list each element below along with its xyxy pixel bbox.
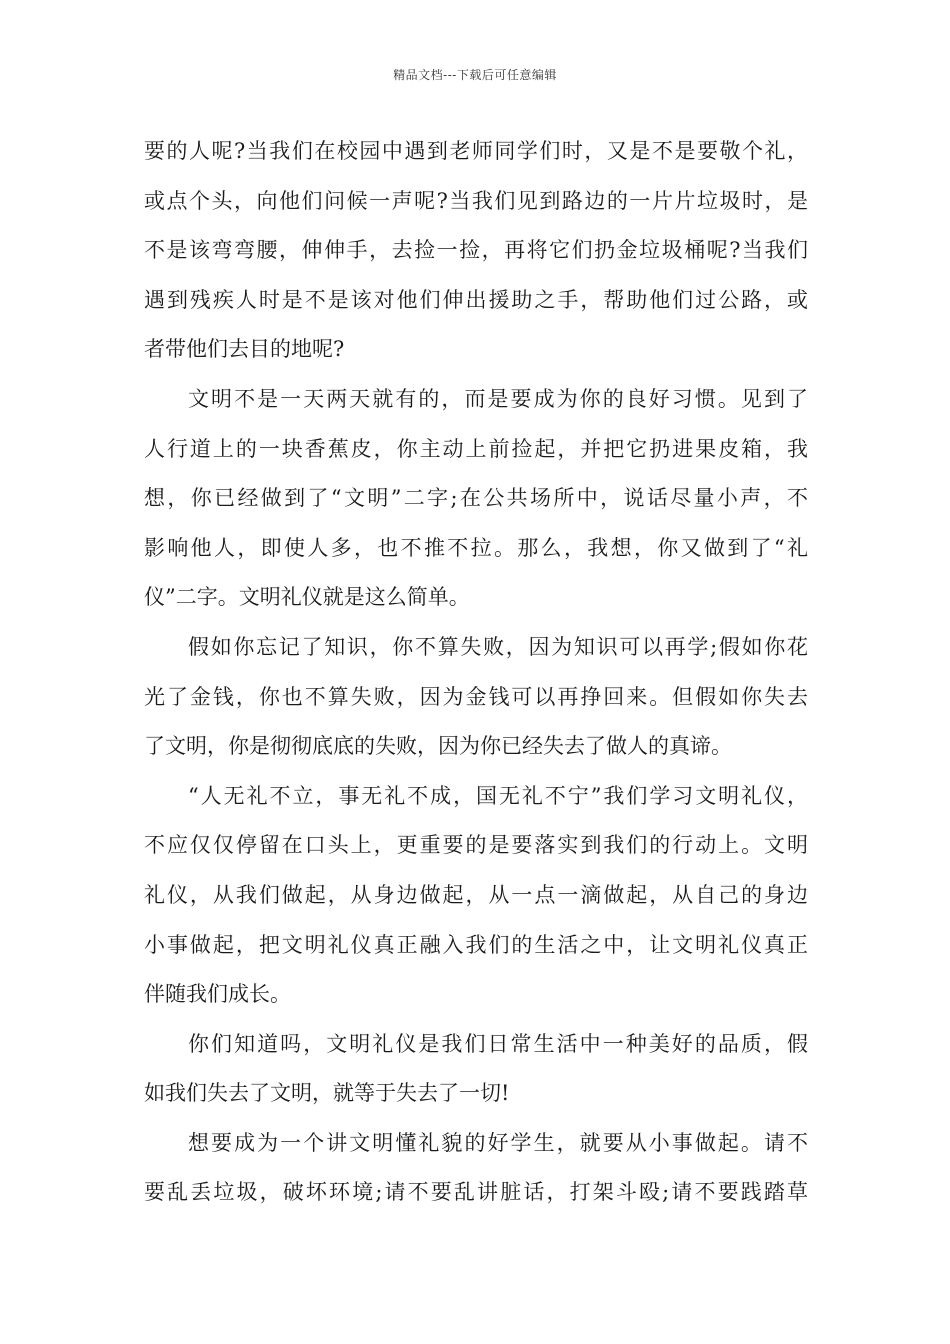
text-line: 小事做起，把文明礼仪真正融入我们的生活之中，让文明礼仪真正 [144,932,808,957]
text-line: 不应仅仅停留在口头上，更重要的是要落实到我们的行动上。文明 [144,833,808,858]
text-line: 影响他人，即使人多，也不推不拉。那么，我想，你又做到了“礼 [144,535,808,560]
text-line: 如我们失去了文明，就等于失去了一切! [144,1081,510,1106]
text-line: 你们知道吗，文明礼仪是我们日常生活中一种美好的品质，假 [188,1031,808,1056]
text-line: 想，你已经做到了“文明”二字;在公共场所中，说话尽量小声，不 [144,486,808,511]
page-header: 精品文档---下载后可任意编辑 [393,68,557,82]
text-line: 仪”二字。文明礼仪就是这么简单。 [144,585,470,610]
text-line: 遇到残疾人时是不是该对他们伸出援助之手，帮助他们过公路，或 [144,287,808,312]
text-line: 想要成为一个讲文明懂礼貌的好学生，就要从小事做起。请不 [188,1130,808,1155]
text-line: 或点个头，向他们问候一声呢?当我们见到路边的一片片垃圾时，是 [144,188,808,213]
text-line: 伴随我们成长。 [144,982,291,1007]
text-line: 要的人呢?当我们在校园中遇到老师同学们时，又是不是要敬个礼， [144,139,808,163]
text-line: 假如你忘记了知识，你不算失败，因为知识可以再学;假如你花 [188,634,808,659]
text-line: 人行道上的一块香蕉皮，你主动上前捡起，并把它扔进果皮箱，我 [144,436,808,461]
text-line: 要乱丢垃圾，破坏环境;请不要乱讲脏话，打架斗殴;请不要践踏草 [144,1180,808,1205]
text-line: 者带他们去目的地呢? [144,337,345,362]
text-line: 文明不是一天两天就有的，而是要成为你的良好习惯。见到了 [188,386,808,411]
text-line: 不是该弯弯腰，伸伸手，去捡一捡，再将它们扔金垃圾桶呢?当我们 [144,238,808,263]
text-line: 光了金钱，你也不算失败，因为金钱可以再挣回来。但假如你失去 [144,684,808,709]
text-line: 礼仪，从我们做起，从身边做起，从一点一滴做起，从自己的身边 [144,882,808,907]
text-line: 了文明，你是彻彻底底的失败，因为你已经失去了做人的真谛。 [144,734,732,759]
text-line: “人无礼不立，事无礼不成，国无礼不宁”我们学习文明礼仪， [188,783,808,808]
document-body [144,127,808,1218]
